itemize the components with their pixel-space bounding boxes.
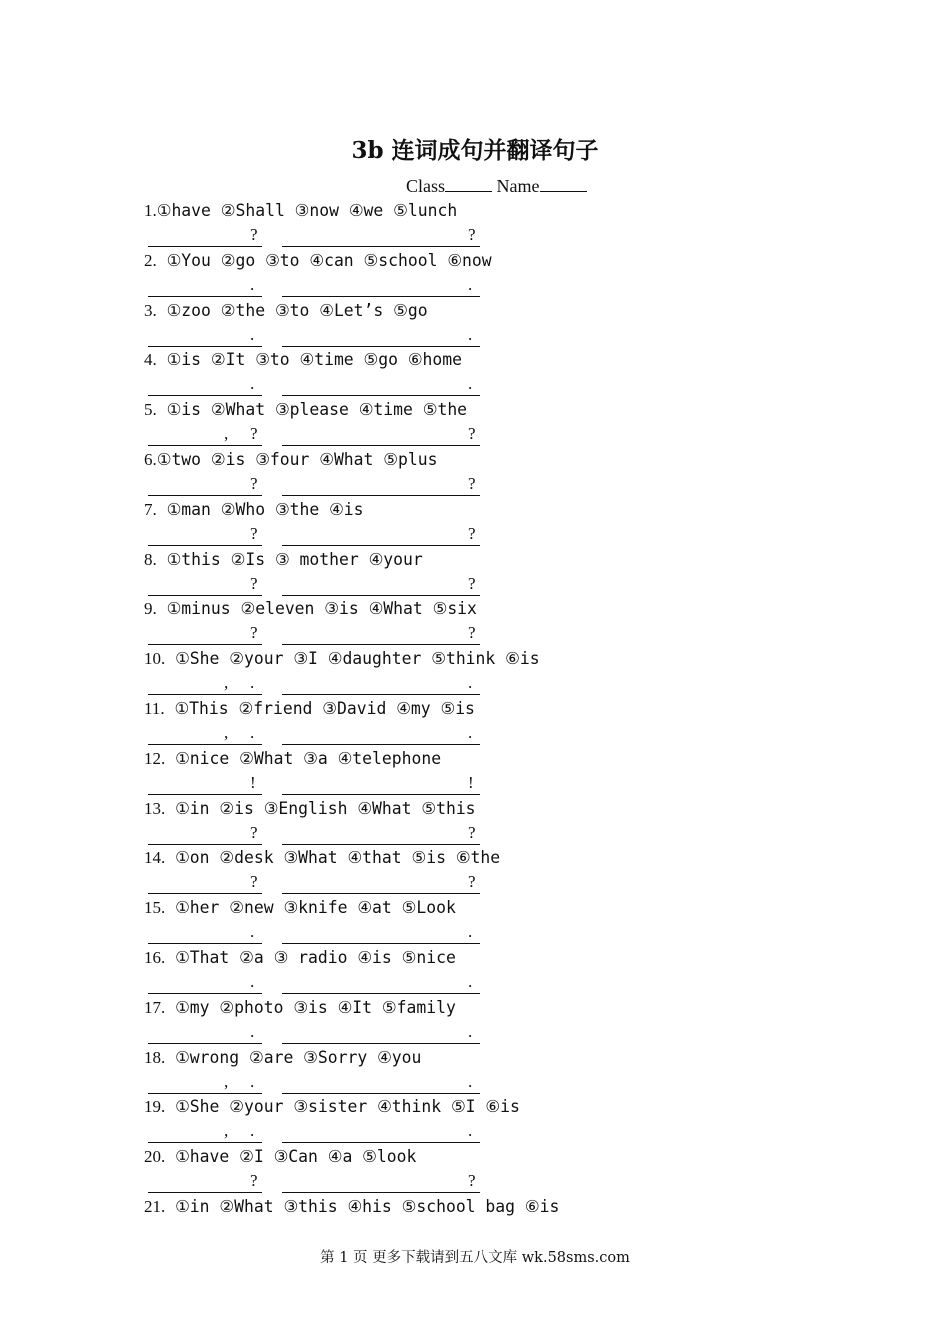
end-mark: ? bbox=[468, 524, 476, 543]
class-blank[interactable] bbox=[445, 176, 492, 192]
answer-blank-translation[interactable] bbox=[282, 1172, 480, 1193]
end-mark: . bbox=[468, 1072, 473, 1091]
answer-blank-order[interactable] bbox=[148, 774, 262, 795]
question-words: ①in ②is ③English ④What ⑤this bbox=[165, 799, 476, 818]
question-words: ①She ②your ③sister ④think ⑤I ⑥is bbox=[165, 1097, 520, 1116]
answer-blank-order[interactable] bbox=[148, 923, 262, 944]
question-number: 14. bbox=[144, 848, 166, 867]
end-mark: ? bbox=[250, 1171, 258, 1190]
answer-blank-translation[interactable] bbox=[282, 624, 480, 645]
end-mark: . bbox=[250, 673, 255, 692]
question-number: 5. bbox=[144, 400, 157, 419]
question-12 bbox=[144, 749, 441, 769]
end-mark: . bbox=[250, 922, 255, 941]
question-number: 3. bbox=[144, 301, 157, 320]
question-words: ①This ②friend ③David ④my ⑤is bbox=[164, 699, 475, 718]
end-mark: . bbox=[250, 374, 255, 393]
question-words: ①on ②desk ③What ④that ⑤is ⑥the bbox=[165, 848, 501, 867]
answer-blank-order[interactable] bbox=[148, 326, 262, 347]
question-5 bbox=[144, 400, 467, 420]
answer-blank-order[interactable] bbox=[148, 1073, 262, 1094]
question-number: 8. bbox=[144, 550, 157, 569]
end-mark: ? bbox=[250, 225, 258, 244]
question-words: ①zoo ②the ③to ④Let’s ⑤go bbox=[156, 301, 428, 320]
answer-blank-order[interactable] bbox=[148, 375, 262, 396]
answer-blank-order[interactable] bbox=[148, 824, 262, 845]
end-mark: . bbox=[468, 673, 473, 692]
question-14 bbox=[144, 848, 500, 868]
end-mark: . bbox=[250, 1121, 255, 1140]
question-16 bbox=[144, 948, 456, 968]
end-mark: ? bbox=[250, 823, 258, 842]
question-17 bbox=[144, 998, 456, 1018]
question-2 bbox=[144, 251, 492, 271]
end-mark: ? bbox=[250, 623, 258, 642]
answer-blank-translation[interactable] bbox=[282, 724, 480, 745]
question-words: ①wrong ②are ③Sorry ④you bbox=[165, 1048, 422, 1067]
question-20 bbox=[144, 1147, 416, 1167]
end-mark: . bbox=[468, 972, 473, 991]
answer-blank-order[interactable] bbox=[148, 425, 262, 446]
answer-blank-translation[interactable] bbox=[282, 873, 480, 894]
question-number: 1. bbox=[144, 201, 157, 220]
end-mark: ? bbox=[468, 474, 476, 493]
question-number: 17. bbox=[144, 998, 166, 1017]
question-number: 7. bbox=[144, 500, 157, 519]
question-words: ①That ②a ③ radio ④is ⑤nice bbox=[165, 948, 456, 967]
answer-blank-order[interactable] bbox=[148, 724, 262, 745]
answer-blank-translation[interactable] bbox=[282, 226, 480, 247]
answer-blank-translation[interactable] bbox=[282, 425, 480, 446]
end-mark: ? bbox=[250, 424, 258, 443]
end-mark: . bbox=[468, 723, 473, 742]
question-number: 13. bbox=[144, 799, 166, 818]
comma-mark: , bbox=[224, 424, 229, 443]
end-mark: . bbox=[250, 325, 255, 344]
question-words: ①minus ②eleven ③is ④What ⑤six bbox=[156, 599, 477, 618]
question-words: ①two ②is ③four ④What ⑤plus bbox=[156, 450, 438, 469]
answer-blank-order[interactable] bbox=[148, 973, 262, 994]
question-words: ①have ②Shall ③now ④we ⑤lunch bbox=[156, 201, 458, 220]
answer-blank-translation[interactable] bbox=[282, 276, 480, 297]
end-mark: . bbox=[468, 374, 473, 393]
question-number: 6. bbox=[144, 450, 157, 469]
comma-mark: , bbox=[224, 673, 229, 692]
question-number: 11. bbox=[144, 699, 165, 718]
comma-mark: , bbox=[224, 723, 229, 742]
question-7 bbox=[144, 500, 364, 520]
end-mark: . bbox=[250, 1072, 255, 1091]
question-6 bbox=[144, 450, 437, 470]
question-19 bbox=[144, 1097, 520, 1117]
question-number: 18. bbox=[144, 1048, 166, 1067]
name-label: Name bbox=[496, 176, 540, 196]
answer-blank-order[interactable] bbox=[148, 674, 262, 695]
answer-blank-order[interactable] bbox=[148, 624, 262, 645]
page-title: 3b 连词成句并翻译句子 bbox=[351, 137, 599, 164]
question-words: ①her ②new ③knife ④at ⑤Look bbox=[165, 898, 456, 917]
question-words: ①is ②What ③please ④time ⑤the bbox=[156, 400, 468, 419]
end-mark: . bbox=[468, 325, 473, 344]
question-3 bbox=[144, 301, 428, 321]
question-18 bbox=[144, 1048, 421, 1068]
answer-blank-order[interactable] bbox=[148, 1023, 262, 1044]
comma-mark: , bbox=[224, 1121, 229, 1140]
end-mark: . bbox=[468, 1022, 473, 1041]
question-words: ①this ②Is ③ mother ④your bbox=[156, 550, 423, 569]
question-words: ①She ②your ③I ④daughter ⑤think ⑥is bbox=[165, 649, 540, 668]
question-number: 15. bbox=[144, 898, 166, 917]
question-words: ①man ②Who ③the ④is bbox=[156, 500, 364, 519]
answer-blank-translation[interactable] bbox=[282, 525, 480, 546]
end-mark: ? bbox=[250, 574, 258, 593]
end-mark: . bbox=[468, 275, 473, 294]
end-mark: ? bbox=[250, 872, 258, 891]
class-label: Class bbox=[406, 176, 446, 196]
question-words: ①is ②It ③to ④time ⑤go ⑥home bbox=[156, 350, 463, 369]
end-mark: ! bbox=[250, 773, 256, 792]
question-number: 16. bbox=[144, 948, 166, 967]
end-mark: ? bbox=[468, 574, 476, 593]
question-words: ①have ②I ③Can ④a ⑤look bbox=[165, 1147, 417, 1166]
answer-blank-translation[interactable] bbox=[282, 824, 480, 845]
question-15 bbox=[144, 898, 456, 918]
question-number: 21. bbox=[144, 1197, 166, 1216]
answer-blank-translation[interactable] bbox=[282, 575, 480, 596]
answer-blank-order[interactable] bbox=[148, 873, 262, 894]
end-mark: ? bbox=[250, 524, 258, 543]
question-number: 9. bbox=[144, 599, 157, 618]
end-mark: . bbox=[468, 922, 473, 941]
question-10 bbox=[144, 649, 540, 669]
class-name-line bbox=[406, 176, 587, 197]
question-words: ①my ②photo ③is ④It ⑤family bbox=[165, 998, 456, 1017]
end-mark: ? bbox=[468, 1171, 476, 1190]
answer-blank-order[interactable] bbox=[148, 1122, 262, 1143]
question-4 bbox=[144, 350, 462, 370]
end-mark: . bbox=[250, 275, 255, 294]
question-number: 19. bbox=[144, 1097, 166, 1116]
answer-blank-order[interactable] bbox=[148, 475, 262, 496]
end-mark: . bbox=[250, 972, 255, 991]
end-mark: ? bbox=[468, 424, 476, 443]
question-11 bbox=[144, 699, 475, 719]
answer-blank-translation[interactable] bbox=[282, 475, 480, 496]
question-words: ①nice ②What ③a ④telephone bbox=[165, 749, 442, 768]
answer-blank-translation[interactable] bbox=[282, 674, 480, 695]
end-mark: ? bbox=[250, 474, 258, 493]
answer-blank-order[interactable] bbox=[148, 575, 262, 596]
end-mark: ? bbox=[468, 823, 476, 842]
answer-blank-translation[interactable] bbox=[282, 1023, 480, 1044]
name-blank[interactable] bbox=[540, 176, 587, 192]
answer-blank-order[interactable] bbox=[148, 1172, 262, 1193]
comma-mark: , bbox=[224, 1072, 229, 1091]
answer-blank-translation[interactable] bbox=[282, 774, 480, 795]
answer-blank-order[interactable] bbox=[148, 226, 262, 247]
question-number: 4. bbox=[144, 350, 157, 369]
question-words: ①in ②What ③this ④his ⑤school bag ⑥is bbox=[165, 1197, 560, 1216]
answer-blank-order[interactable] bbox=[148, 276, 262, 297]
question-number: 10. bbox=[144, 649, 166, 668]
end-mark: ? bbox=[468, 225, 476, 244]
answer-blank-translation[interactable] bbox=[282, 375, 480, 396]
answer-blank-order[interactable] bbox=[148, 525, 262, 546]
answer-blank-translation[interactable] bbox=[282, 1122, 480, 1143]
end-mark: . bbox=[250, 1022, 255, 1041]
end-mark: ! bbox=[468, 773, 474, 792]
end-mark: ? bbox=[468, 872, 476, 891]
question-words: ①You ②go ③to ④can ⑤school ⑥now bbox=[156, 251, 492, 270]
question-number: 12. bbox=[144, 749, 166, 768]
end-mark: ? bbox=[468, 623, 476, 642]
answer-blank-translation[interactable] bbox=[282, 973, 480, 994]
question-number: 20. bbox=[144, 1147, 166, 1166]
question-number: 2. bbox=[144, 251, 157, 270]
answer-blank-translation[interactable] bbox=[282, 326, 480, 347]
question-8 bbox=[144, 550, 423, 570]
question-13 bbox=[144, 799, 476, 819]
answer-blank-translation[interactable] bbox=[282, 1073, 480, 1094]
end-mark: . bbox=[468, 1121, 473, 1140]
question-21 bbox=[144, 1197, 559, 1217]
answer-blank-translation[interactable] bbox=[282, 923, 480, 944]
question-1 bbox=[144, 201, 457, 221]
question-9 bbox=[144, 599, 477, 619]
page-footer: 第 1 页 更多下载请到五八文库 wk.58sms.com bbox=[320, 1250, 630, 1266]
end-mark: . bbox=[250, 723, 255, 742]
